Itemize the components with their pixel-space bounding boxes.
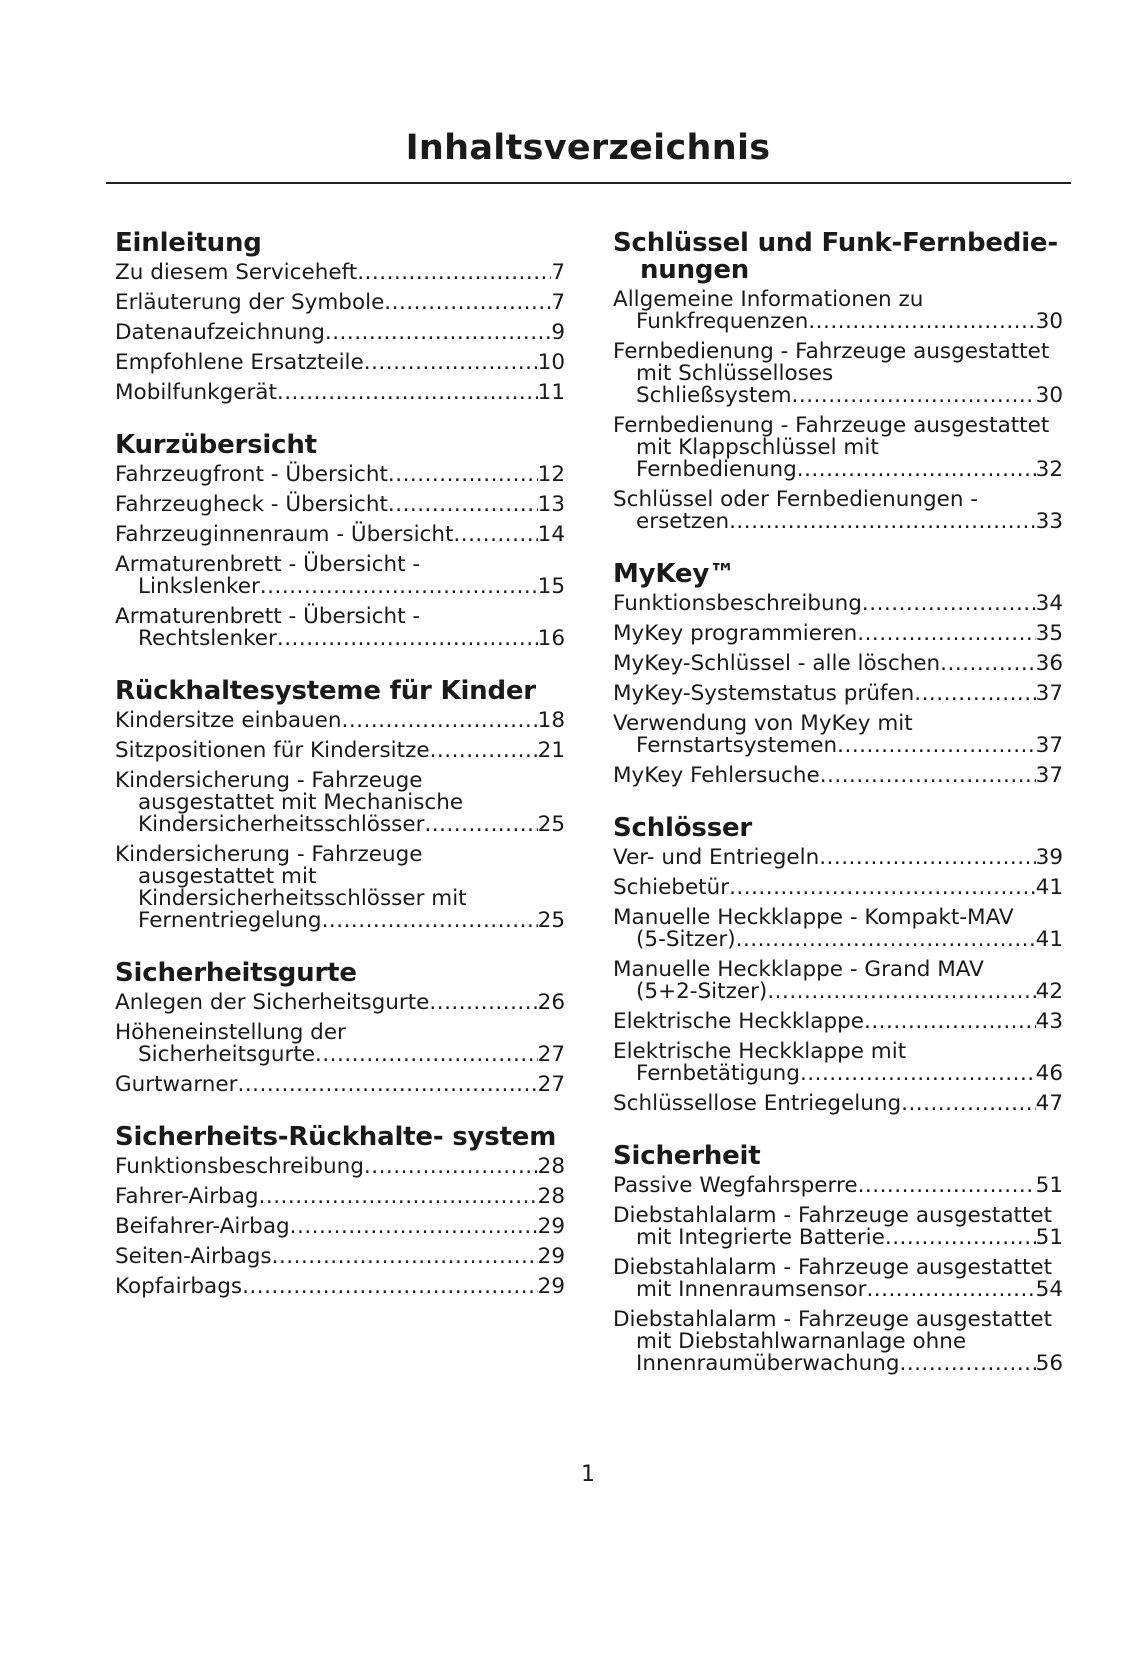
toc-entry-line: [636, 735, 1063, 757]
toc-entry-title: Schiebetür: [613, 875, 730, 900]
dot-leader: [388, 494, 538, 516]
toc-entry-title-lead: Armaturenbrett - Übersicht -: [115, 552, 421, 577]
toc-entry-line: [115, 322, 565, 344]
toc-entry-title: Fahrzeugfront - Übersicht: [115, 462, 388, 487]
toc-entry[interactable]: [613, 713, 1063, 757]
toc-entry-page: 12: [537, 462, 565, 487]
dot-leader: [808, 311, 1035, 333]
dot-leader: [792, 385, 1036, 407]
toc-entry-page: 37: [1035, 763, 1063, 788]
dot-leader: [729, 511, 1036, 533]
toc-entry-line: [613, 1093, 1063, 1115]
dot-leader: [277, 382, 538, 404]
section-heading: MyKey™: [613, 559, 735, 589]
toc-entry-line: [115, 292, 565, 314]
dot-leader: [899, 1353, 1035, 1375]
toc-entry[interactable]: [115, 740, 565, 762]
toc-entry[interactable]: [115, 1246, 565, 1268]
toc-entry-line: [138, 1044, 565, 1066]
toc-entry-title-lead: Fernbedienung - Fahrzeuge ausgestattet mit Klappschlüssel mit: [613, 413, 1050, 460]
section-heading: Sicherheits-Rückhalte- system: [115, 1122, 557, 1152]
toc-entry-title: Fernbetätigung: [636, 1061, 800, 1086]
toc-entry-line: [115, 1156, 565, 1178]
toc-entry-line: [115, 524, 565, 546]
toc-entry-line: [138, 814, 565, 836]
dot-leader: [820, 765, 1036, 787]
dot-leader: [857, 623, 1035, 645]
toc-entry-title: Rechtslenker: [138, 626, 277, 651]
section-heading: Kurzübersicht: [115, 430, 317, 460]
dot-leader: [729, 877, 1036, 899]
toc-entry-title: MyKey Fehlersuche: [613, 763, 820, 788]
toc-entry-line: [115, 1276, 565, 1298]
toc-entry-title: Fernbedienung: [636, 457, 797, 482]
toc-entry[interactable]: [115, 352, 565, 374]
toc-entry[interactable]: [613, 653, 1063, 675]
dot-leader: [453, 524, 537, 546]
toc-entry-title: Beifahrer-Airbag: [115, 1214, 290, 1239]
toc-entry-line: [115, 1186, 565, 1208]
toc-entry-page: 33: [1035, 509, 1063, 534]
toc-entry-page: 51: [1035, 1225, 1063, 1250]
toc-section-sicherheitsgurte: [115, 960, 565, 1096]
toc-entry[interactable]: [115, 524, 565, 546]
section-heading: Rückhaltesysteme für Kinder: [115, 676, 536, 706]
toc-entry-line: [115, 494, 565, 516]
toc-entry-title: Funktionsbeschreibung: [115, 1154, 364, 1179]
dot-leader: [885, 1227, 1036, 1249]
toc-entry-title: Mobilfunkgerät: [115, 380, 277, 405]
dot-leader: [797, 459, 1036, 481]
toc-entry-page: 11: [537, 380, 565, 405]
toc-entry-title: MyKey programmieren: [613, 621, 858, 646]
toc-entry-page: 14: [537, 522, 565, 547]
toc-entry-line: [138, 628, 565, 650]
toc-entry[interactable]: [613, 489, 1063, 533]
toc-entry-title-lead: Diebstahlalarm - Fahrzeuge ausgestattet: [613, 1255, 1053, 1280]
toc-entry-line: [115, 1216, 565, 1238]
toc-entry-page: 41: [1035, 927, 1063, 952]
toc-entry-title: mit Integrierte Batterie: [636, 1225, 885, 1250]
toc-entry[interactable]: [115, 1216, 565, 1238]
toc-entry-page: 34: [1035, 591, 1063, 616]
toc-entry-line: [636, 385, 1063, 407]
dot-leader: [277, 628, 538, 650]
toc-entry[interactable]: [115, 1074, 565, 1096]
toc-entry[interactable]: [115, 464, 565, 486]
toc-entry-title-lead: Schlüssel oder Fernbedienungen -: [613, 487, 979, 512]
section-heading: Sicherheitsgurte: [115, 958, 357, 988]
toc-entry-title: Elektrische Heckklappe: [613, 1009, 864, 1034]
toc-entry-page: 46: [1035, 1061, 1063, 1086]
toc-entry-page: 30: [1035, 309, 1063, 334]
dot-leader: [388, 464, 538, 486]
dot-leader: [862, 593, 1036, 615]
toc-section-einleitung: [115, 230, 565, 404]
toc-entry-title: Gurtwarner: [115, 1072, 238, 1097]
toc-entry-line: [613, 653, 1063, 675]
section-heading: Sicherheit: [613, 1141, 761, 1171]
toc-entry-title: ersetzen: [636, 509, 730, 534]
toc-entry[interactable]: [115, 770, 565, 836]
toc-entry-page: 29: [537, 1274, 565, 1299]
toc-entry-title: Anlegen der Sicherheitsgurte: [115, 990, 430, 1015]
toc-entry-page: 39: [1035, 845, 1063, 870]
toc-entry[interactable]: [613, 765, 1063, 787]
toc-entry-line: [115, 262, 565, 284]
toc-entry-page: 25: [537, 908, 565, 933]
toc-entry-page: 7: [551, 290, 565, 315]
toc-entry-page: 47: [1035, 1091, 1063, 1116]
toc-entry[interactable]: [613, 593, 1063, 615]
toc-entry-page: 27: [537, 1072, 565, 1097]
toc-entry-page: 29: [537, 1244, 565, 1269]
toc-entry-title: Fernentriegelung: [138, 908, 322, 933]
toc-entry-title-lead: Kindersicherung - Fahrzeuge ausgestattet mit Kindersicherheitsschlösser mit: [115, 842, 467, 911]
toc-entry-line: [613, 593, 1063, 615]
toc-entry-line: [115, 992, 565, 1014]
section-heading: Einleitung: [115, 228, 262, 258]
dot-leader: [864, 1011, 1036, 1033]
dot-leader: [242, 1276, 538, 1298]
toc-entry[interactable]: [115, 1156, 565, 1178]
toc-entry-title-lead: Fernbedienung - Fahrzeuge ausgestattet mit Schlüsselloses: [613, 339, 1050, 386]
toc-entry-title: (5-Sitzer): [636, 927, 736, 952]
toc-entry-title-lead: Armaturenbrett - Übersicht -: [115, 604, 421, 629]
toc-entry-line: [613, 847, 1063, 869]
toc-entry-title-lead: Elektrische Heckklappe mit: [613, 1039, 907, 1064]
toc-entry-title: Fahrzeuginnenraum - Übersicht: [115, 522, 454, 547]
toc-entry-title: Kopfairbags: [115, 1274, 243, 1299]
dot-leader: [800, 1063, 1036, 1085]
dot-leader: [325, 322, 551, 344]
toc-entry-page: 28: [537, 1184, 565, 1209]
toc-entry-line: [636, 511, 1063, 533]
toc-entry-page: 10: [537, 350, 565, 375]
toc-entry-line: [115, 1074, 565, 1096]
dot-leader: [430, 740, 538, 762]
toc-entry-title-lead: Allgemeine Informationen zu: [613, 287, 924, 312]
toc-entry-title-lead: Kindersicherung - Fahrzeuge ausgestattet mit Mechanische: [115, 768, 464, 815]
toc-section-mykey: [613, 561, 1063, 787]
toc-entry[interactable]: [613, 959, 1063, 1003]
dot-leader: [259, 1186, 538, 1208]
toc-entry-title: (5+2-Sitzer): [636, 979, 768, 1004]
toc-entry[interactable]: [115, 1276, 565, 1298]
toc-entry-page: 29: [537, 1214, 565, 1239]
toc-entry-title: Kindersicherheitsschlösser: [138, 812, 425, 837]
toc-entry[interactable]: [115, 992, 565, 1014]
toc-entry-line: [138, 576, 565, 598]
page-title: Inhaltsverzeichnis: [405, 128, 771, 168]
toc-entry-line: [636, 1353, 1063, 1375]
toc-section-kurzübersicht: [115, 432, 565, 650]
toc-section-schlüssel-und-funk-fernbedie-nungen: [613, 230, 1063, 533]
toc-entry-line: [115, 464, 565, 486]
toc-entry-title-lead: Manuelle Heckklappe - Kompakt-MAV: [613, 905, 1014, 930]
toc-entry-title: Fahrer-Airbag: [115, 1184, 259, 1209]
toc-entry-line: [115, 710, 565, 732]
toc-entry-title: Linkslenker: [138, 574, 260, 599]
toc-entry-page: 26: [537, 990, 565, 1015]
toc-entry-title: Fernstartsystemen: [636, 733, 838, 758]
toc-entry[interactable]: [613, 1205, 1063, 1249]
toc-section-schlösser: [613, 815, 1063, 1115]
toc-entry[interactable]: [115, 606, 565, 650]
toc-section-sicherheits-rückhalte-system: [115, 1124, 565, 1298]
toc-entry-page: 56: [1035, 1351, 1063, 1376]
toc-entry-title: Schlüssellose Entriegelung: [613, 1091, 902, 1116]
toc-entry-line: [636, 311, 1063, 333]
toc-entry-line: [613, 1175, 1063, 1197]
toc-entry[interactable]: [115, 1186, 565, 1208]
toc-entry[interactable]: [613, 341, 1063, 407]
dot-leader: [424, 814, 537, 836]
toc-entry-line: [613, 683, 1063, 705]
toc-entry-line: [636, 929, 1063, 951]
dot-leader: [767, 981, 1035, 1003]
toc-entry-page: 15: [537, 574, 565, 599]
section-heading: Schlüssel und Funk-Fernbedie- nungen: [613, 228, 1058, 285]
dot-leader: [342, 710, 538, 732]
toc-entry-title: Zu diesem Serviceheft: [115, 260, 358, 285]
toc-entry-title: Empfohlene Ersatzteile: [115, 350, 364, 375]
dot-leader: [914, 683, 1035, 705]
toc-entry-page: 30: [1035, 383, 1063, 408]
toc-entry[interactable]: [115, 1022, 565, 1066]
toc-entry-line: [115, 352, 565, 374]
toc-entry[interactable]: [613, 289, 1063, 333]
toc-entry-title: Sicherheitsgurte: [138, 1042, 315, 1067]
toc-entry[interactable]: [115, 382, 565, 404]
toc-entry-page: 18: [537, 708, 565, 733]
dot-leader: [290, 1216, 538, 1238]
toc-entry[interactable]: [613, 877, 1063, 899]
toc-entry-page: 27: [537, 1042, 565, 1067]
dot-leader: [272, 1246, 538, 1268]
dot-leader: [315, 1044, 538, 1066]
dot-leader: [237, 1074, 537, 1096]
toc-entry-title: Funkfrequenzen: [636, 309, 809, 334]
toc-entry-page: 35: [1035, 621, 1063, 646]
dot-leader: [901, 1093, 1036, 1115]
toc-entry-title: Schließsystem: [636, 383, 792, 408]
toc-entry[interactable]: [613, 1257, 1063, 1301]
toc-entry-line: [636, 981, 1063, 1003]
dot-leader: [940, 653, 1035, 675]
dot-leader: [819, 847, 1035, 869]
dot-leader: [364, 1156, 538, 1178]
toc-entry[interactable]: [115, 554, 565, 598]
dot-leader: [429, 992, 537, 1014]
section-heading: Schlösser: [613, 813, 753, 843]
toc-entry-page: 13: [537, 492, 565, 517]
toc-entry-line: [636, 1279, 1063, 1301]
toc-entry-title: Kindersitze einbauen: [115, 708, 342, 733]
toc-section-rückhaltesysteme-für-kinder: [115, 678, 565, 932]
title-divider: [106, 182, 1071, 184]
toc-entry-line: [115, 382, 565, 404]
toc-entry[interactable]: [115, 710, 565, 732]
toc-entry-line: [613, 877, 1063, 899]
toc-entry-page: 51: [1035, 1173, 1063, 1198]
toc-entry-line: [613, 1011, 1063, 1033]
toc-entry-page: 36: [1035, 651, 1063, 676]
toc-entry-page: 28: [537, 1154, 565, 1179]
toc-entry-page: 54: [1035, 1277, 1063, 1302]
toc-entry-line: [636, 1063, 1063, 1085]
toc-entry[interactable]: [613, 1011, 1063, 1033]
toc-entry-line: [115, 1246, 565, 1268]
toc-entry-title-lead: Verwendung von MyKey mit: [613, 711, 913, 736]
toc-entry-title: Sitzpositionen für Kindersitze: [115, 738, 430, 763]
toc-entry-title: MyKey-Schlüssel - alle löschen: [613, 651, 941, 676]
toc-entry-page: 21: [537, 738, 565, 763]
toc-section-sicherheit: [613, 1143, 1063, 1375]
toc-entry[interactable]: [115, 844, 565, 932]
toc-entry-page: 43: [1035, 1009, 1063, 1034]
toc-entry[interactable]: [613, 415, 1063, 481]
toc-left-column: [115, 230, 565, 1326]
toc-entry-line: [613, 623, 1063, 645]
toc-entry-title: Fahrzeugheck - Übersicht: [115, 492, 388, 517]
dot-leader: [322, 910, 538, 932]
toc-right-column: [613, 230, 1063, 1403]
toc-entry-title-lead: Diebstahlalarm - Fahrzeuge ausgestattet mit Diebstahlwarnanlage ohne: [613, 1307, 1053, 1354]
toc-entry[interactable]: [115, 494, 565, 516]
toc-entry-title: mit Innenraumsensor: [636, 1277, 867, 1302]
toc-entry-page: 42: [1035, 979, 1063, 1004]
toc-entry-page: 16: [537, 626, 565, 651]
toc-entry[interactable]: [613, 847, 1063, 869]
toc-entry-title-lead: Manuelle Heckklappe - Grand MAV: [613, 957, 984, 982]
page-number: 1: [581, 1462, 595, 1487]
toc-entry[interactable]: [613, 1093, 1063, 1115]
toc-entry-page: 32: [1035, 457, 1063, 482]
toc-entry-page: 37: [1035, 681, 1063, 706]
toc-entry-title: Funktionsbeschreibung: [613, 591, 862, 616]
toc-entry-title: Seiten-Airbags: [115, 1244, 272, 1269]
toc-entry-title: MyKey-Systemstatus prüfen: [613, 681, 915, 706]
dot-leader: [384, 292, 551, 314]
toc-entry[interactable]: [613, 907, 1063, 951]
toc-entry-title: Erläuterung der Symbole: [115, 290, 385, 315]
toc-entry-page: 9: [551, 320, 565, 345]
dot-leader: [736, 929, 1036, 951]
dot-leader: [858, 1175, 1036, 1197]
toc-entry-line: [636, 459, 1063, 481]
toc-entry-line: [138, 910, 565, 932]
toc-entry-title-lead: Höheneinstellung der: [115, 1020, 346, 1045]
dot-leader: [357, 262, 551, 284]
toc-entry-title: Passive Wegfahrsperre: [613, 1173, 858, 1198]
toc-entry[interactable]: [613, 1175, 1063, 1197]
toc-entry-line: [115, 740, 565, 762]
toc-entry-line: [613, 765, 1063, 787]
toc-entry-page: 7: [551, 260, 565, 285]
toc-entry[interactable]: [613, 623, 1063, 645]
toc-entry[interactable]: [613, 683, 1063, 705]
toc-entry[interactable]: [115, 262, 565, 284]
toc-entry-page: 25: [537, 812, 565, 837]
toc-entry-title: Ver- und Entriegeln: [613, 845, 820, 870]
dot-leader: [866, 1279, 1035, 1301]
toc-entry-page: 37: [1035, 733, 1063, 758]
toc-entry[interactable]: [115, 292, 565, 314]
toc-entry[interactable]: [613, 1309, 1063, 1375]
dot-leader: [364, 352, 538, 374]
toc-entry-page: 41: [1035, 875, 1063, 900]
dot-leader: [837, 735, 1035, 757]
toc-entry-title-lead: Diebstahlalarm - Fahrzeuge ausgestattet: [613, 1203, 1053, 1228]
toc-entry[interactable]: [613, 1041, 1063, 1085]
toc-entry[interactable]: [115, 322, 565, 344]
dot-leader: [260, 576, 538, 598]
toc-entry-line: [636, 1227, 1063, 1249]
toc-entry-title: Innenraumüberwachung: [636, 1351, 900, 1376]
toc-entry-title: Datenaufzeichnung: [115, 320, 325, 345]
